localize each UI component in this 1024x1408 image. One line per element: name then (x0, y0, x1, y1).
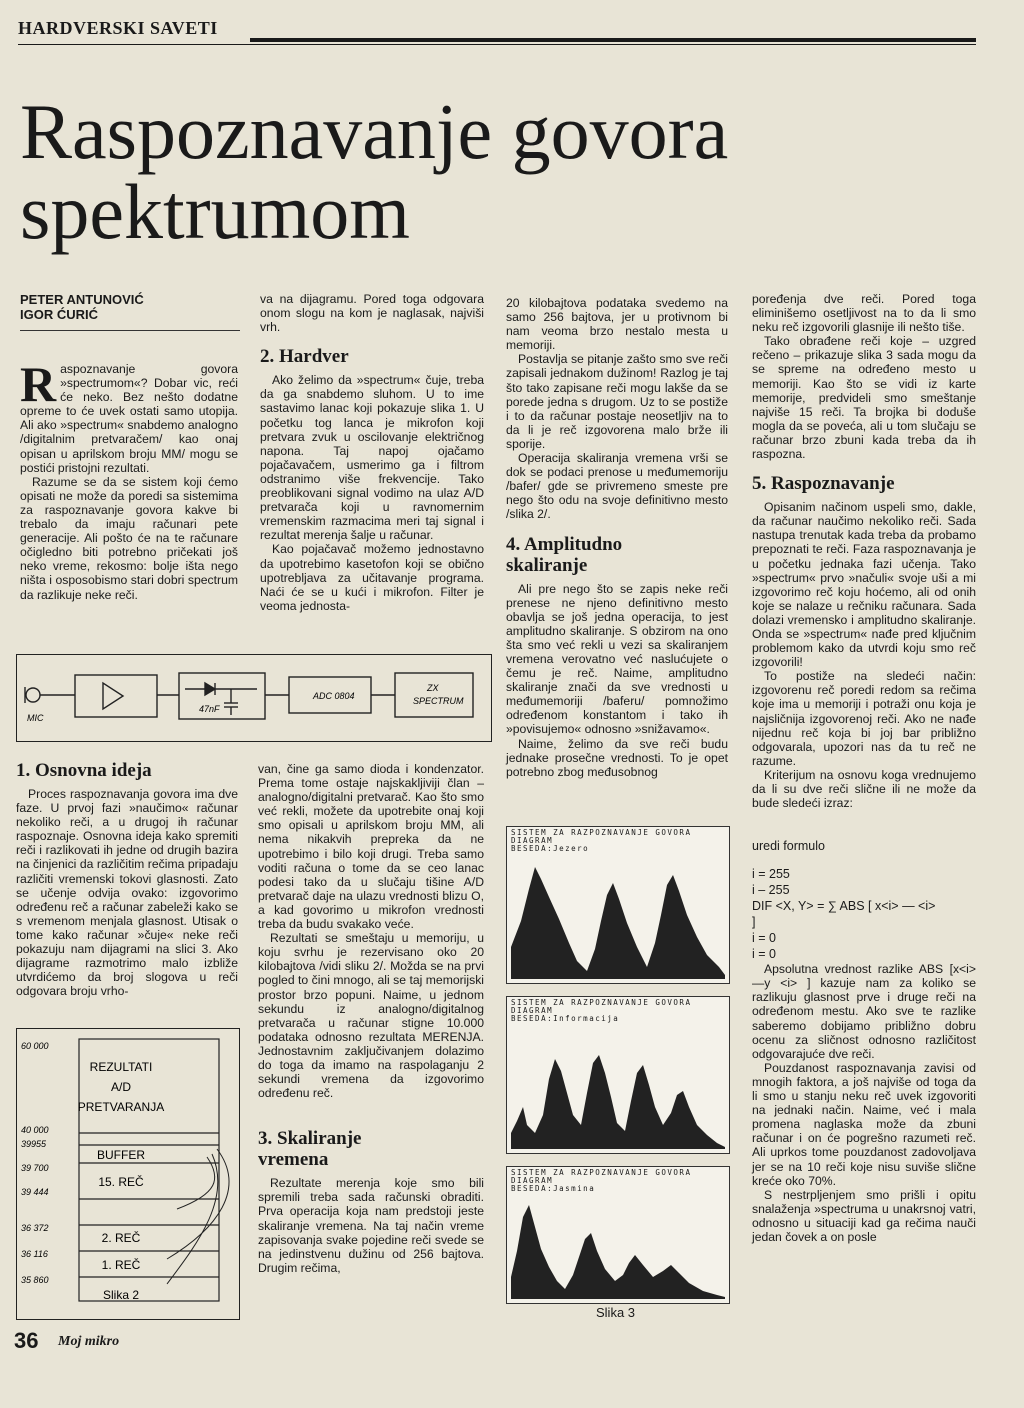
formula-line: i = 0 (752, 947, 776, 962)
heading-skaliranje-vremena-1: 3. Skaliranje (258, 1128, 362, 1150)
figure-1-block-diagram (16, 654, 492, 742)
paragraph: 20 kilobajtova podataka svedemo na samo 256 bajtova, jer u protivnom bi nam veoma brzo nestalo mesta u memoriji. (506, 296, 728, 353)
heading-hardver: 2. Hardver (260, 346, 349, 368)
title-line-1: Raspoznavanje govora (20, 88, 729, 175)
heading-skaliranje: skaliranje (506, 554, 588, 576)
paragraph: Pouzdanost raspoznavanja zavisi od mnogih faktora, a još najviše od toga da li smo u stanju neku reč uvek izgovoriti na jednaki način. Naime, već i mala promena naglaska može da zbuni računar i on će pogrešno razumeti reč. Ali uprkos tome pouzdanost zadovoljava jer se na 10 reči koje nisu suviše slične kreće oko 70%. (752, 1060, 976, 1188)
filter-box (179, 673, 265, 719)
zx-label: ZX (427, 683, 439, 693)
spectrum-box (395, 673, 473, 717)
column-4 (752, 292, 976, 1244)
paragraph: Rezultati se smeštaju u memoriju, u koju svrhu je rezervisano oko 20 kilobajtova /vidi sliku 2/. Možda se na prvi pogled to čini mnogo, ali se taj memorijski prostor brzo popuni. Naime, u jednom sekundu iz analogno/digitalnog pretvarača u računar stigne 10.000 podataka odnosno rezultata MERENJA. Jednostavnim zaključivanjem dolazimo do toga da imamo na raspolaganju 2 sekundi vremena da izgovorimo određenu reč. (258, 931, 484, 1101)
author-2: IGOR ĆURIĆ (20, 307, 98, 322)
authors (20, 292, 144, 322)
address-36372: 36 372 (21, 1223, 49, 1233)
waveform-jasmina (511, 1205, 725, 1299)
formula-line: i – 255 (752, 883, 790, 898)
address-35860: 35 860 (21, 1275, 49, 1285)
header-rule (250, 38, 976, 42)
figure-2-caption: Slika 2 (102, 1288, 140, 1302)
author-rule (20, 330, 240, 331)
drop-cap: R (20, 356, 57, 412)
waveform-informacija (511, 1055, 725, 1149)
capacitor-label: 47nF (199, 704, 220, 714)
waveform-jezero (511, 867, 725, 979)
formula-block (752, 838, 976, 962)
paragraph: To postiže na sledeći način: izgovorenu reč poredi redom sa rečima koje ima u memoriji i potraži onu koja je najsličnija izgovorenoj reči. Ako ne nađe nijednu reč koja bi joj bar približno odgovarala, upozori nas da tu reč ne razume. (752, 669, 976, 768)
figure-3-chart-informacija (506, 996, 730, 1154)
figure-2-memory-map (16, 1028, 240, 1320)
paragraph: van, čine ga samo dioda i kondenzator. Prema tome ostaje najskakljiviji član – analogno/digitalni pretvarač. Kao što smo već rekli, možete da upotrebite onaj koji smo opisali u aprilskom broju MM, ali nema nikakvih prepreka da ne upotrebimo i bilo koji drugi. Treba samo voditi računa o tome da se ceo lanac podesi tako da u slučaju tišine A/D pretvarač daje na ulazu vrednosti blizu O, a kad govorimo u mikrofon vrednosti treba da budu svakako veće. (258, 762, 484, 932)
mic-label: MIC (27, 713, 44, 723)
microphone-symbol (26, 688, 40, 702)
page-number: 36 (14, 1328, 39, 1353)
address-40000: 40 000 (21, 1125, 49, 1135)
paragraph: Kao pojačavač možemo jednostavno da upotrebimo kasetofon koji se obično upotrebljava za učitavanje programa. Naći će se u kući i mikrofon. Filter je veoma jednosta- (260, 542, 484, 613)
chart-title-line-3: BESEDA:Informacija (511, 1014, 620, 1023)
chart-title-line-2: DIAGRAM (511, 1176, 554, 1185)
figure-3-chart-jasmina (506, 1166, 730, 1304)
section-tag: HARDVERSKI SAVETI (18, 18, 218, 38)
chart-title-line-2: DIAGRAM (511, 836, 554, 845)
results-label-2: A/D (110, 1080, 132, 1094)
paragraph: Ali pre nego što se zapis neke reči prenese ne njeno definitivno mesto obavlja se još jedna operacija, to jest amplitudno skaliranje. S obzirom na ono šta smo već rekli u vezi sa skaliranjem vremena verovatno već naslućujete o čemu je reč. Naime, amplitudno skaliranje znači da sve vrednosti u međumemoriji /baferu/ pomnožimo određenom konstantom i tako ih »povisujemo« odnosno »snižavamo«. (506, 581, 728, 737)
memory-outer-box (79, 1039, 219, 1301)
amplifier-box (75, 675, 157, 717)
paragraph: Ako želimo da »spectrum« čuje, treba da ga snabdemo sluhom. U to ime sastavimo lanac koji pokazuje slika 1. U početku tog lanca je mikrofon koji pretvara zvuk u oscilovanje električnog napona. Taj napoj ojačamo pojačavačem, usmerimo ga i filtrom odstranimo više frekvencije. Tako preoblikovani signal vodimo na ulaz A/D pretvarača koji u ravnomernim vremenskim razmacima meri taj signal i rezultat merenja šalje u računar. (260, 373, 484, 543)
paragraph: Rezultate merenja koje smo bili spremili treba sada računski obraditi. Prva operacija koja nam predstoji jeste skaliranje vremena. Na taj način vreme zapisovanja svake pojedine reči svede se na jedinstvenu dužinu od 256 bajtova. Drugim rečima, (258, 1176, 484, 1275)
address-39700: 39 700 (21, 1163, 49, 1173)
figure-1-svg (17, 655, 491, 741)
author-1: PETER ANTUNOVIĆ (20, 292, 144, 307)
diode-symbol (205, 683, 215, 695)
heading-raspoznavanje: 5. Raspoznavanje (752, 473, 895, 495)
paragraph: Operacija skaliranja vremena vrši se dok se podaci prenose u međumemoriju /bafer/ gde se privremeno smeste pre nego što odu na svoje definitivno mesto /slika 2/. (506, 451, 728, 522)
formula-line: DIF <X, Y> = ∑ ABS [ x<i> — <i> (752, 899, 936, 914)
paragraph: Proces raspoznavanja govora ima dve faze. U prvoj fazi »naučimo« računar nekoliko reči, a u drugoj ih računar raspoznaje. Osnovna ideja kako spremiti reči i razlikovati ih jedne od drugih bazira na činjenici da različitim rečima pripadaju različiti vremenski tokovi glasnosti. Zato se učenje odvija ovako: izgovorimo određenu reč a računar zabeleži kako se s vremenom menjala glasnost. Utisak o tome kako računar »čuje« neke reči pokazuju nam dijagrami na slici 3. Ako dijagrame razmotrimo malo izbliže utvrdićemo da broj slogova u reči odgovara broju vrho- (16, 787, 238, 999)
chart-title-line-2: DIAGRAM (511, 1006, 554, 1015)
address-60000: 60 000 (21, 1041, 49, 1051)
chart-title-line-3: BESEDA:Jasmina (511, 1184, 596, 1193)
figure-2-svg (17, 1029, 239, 1319)
column-2-lower (258, 762, 484, 1275)
article-title (20, 88, 920, 255)
formula-line: i = 0 (752, 931, 776, 946)
chart-title-line-1: SISTEM ZA RAZPOZNAVANJE GOVORA (511, 828, 692, 837)
magazine-name: Moj mikro (58, 1334, 120, 1349)
spectrum-label: SPECTRUM (413, 696, 464, 706)
paragraph: va na dijagramu. Pored toga odgovara onom slogu na kom je naglasak, najviši vrh. (260, 292, 484, 335)
paragraph: Kriterijum na osnovu koga vrednujemo da li su dve reči slične ili ne može da bude sledeći izraz: (752, 767, 976, 811)
column-3 (506, 296, 728, 779)
formula-caption: uredi formulo (752, 839, 825, 854)
figure-3-caption: Slika 3 (596, 1305, 636, 1320)
word-15-label: 15. REČ (98, 1175, 144, 1189)
column-1-lower (16, 760, 238, 998)
intro-paragraph: Raspoznavanje govora »spectrumom«? Dobar vic, reći će neko. Bez nešto dodatne opreme to će uvek ostati samo utopija. Ali ako »spectrum« snabdemo analogno /digitalnim pretvaračem/ kao onaj opisan u aprilskom broju MM/ mogu se postići pristojni rezultati. (20, 356, 238, 475)
paragraph: S nestrpljenjem smo prišli i opitu snalaženja »spectruma u unakrsnoj vatri, odnosno u situaciji kad ga rečima nauči jedan čovek a on posle (752, 1187, 976, 1244)
title-line-2: spektrumom (20, 168, 410, 255)
header-rule-thin (18, 44, 976, 45)
formula-line: ] (752, 915, 756, 930)
column-1-intro (20, 356, 238, 602)
adc-label: ADC 0804 (313, 691, 355, 701)
heading-osnovna-ideja: 1. Osnovna ideja (16, 760, 152, 781)
chart-title-line-1: SISTEM ZA RAZPOZNAVANJE GOVORA (511, 998, 692, 1007)
address-39955: 39955 (21, 1139, 47, 1149)
chart-title-line-1: SISTEM ZA RAZPOZNAVANJE GOVORA (511, 1168, 692, 1177)
formula-line: i = 255 (752, 867, 790, 882)
buffer-label: BUFFER (97, 1148, 145, 1162)
address-36116: 36 116 (21, 1249, 48, 1259)
paragraph: Postavlja se pitanje zašto smo sve reči zapisali jednakom dužinom! Razlog je taj što tako zapisane reči mogu lakše da se porede jedna s drugom. Uz to se postiže i to da računar postaje neosetljiv na to da li je reč izgovorena malo brže ili sporije. (506, 352, 728, 451)
chart-title-line-3: BESEDA:Jezero (511, 844, 590, 853)
heading-amplitudno: 4. Amplitudno (506, 533, 623, 555)
amplifier-triangle (103, 683, 123, 709)
address-39444: 39 444 (21, 1187, 49, 1197)
paragraph: Razume se da se sistem koji ćemo opisati ne može da poredi sa sistemima za raspoznavanje govora kakve bi trebalo da imaju računari pete generacije. Ali pošto će na te računare očigledno biti potrebno pričekati još neko vreme, rekosmo: bolje išta nego ništa i osposobismo stari dobri spectrum da razlikuje neke reči. (20, 474, 238, 602)
heading-skaliranje-vremena-2: vremena (258, 1149, 329, 1171)
word-1-label: 1. REČ (101, 1258, 141, 1272)
word-2-label: 2. REČ (101, 1231, 141, 1245)
figure-3-chart-jezero (506, 826, 730, 984)
paragraph: Naime, želimo da sve reči budu jednake prosečne vrednosti. To je opet potrebno zbog međusobnog (506, 736, 728, 779)
paragraph: Tako obrađene reči koje – uzgred rečeno – prikazuje slika 3 sada mogu da se spreme na određeno mesto u memoriji. Kao što se vidi iz karte memorije, predvideli smo smeštanje najviše 15 reči. Ta brojka bi doduše mogla da se poveća, ali u tom slučaju se računar brzo zbuni kada treba da ih raspozna. (752, 334, 976, 462)
paragraph: poređenja dve reči. Pored toga eliminišemo osetljivost na to da li smo neku reč izgovorili glasnije ili nešto tiše. (752, 292, 976, 335)
paragraph: Apsolutna vrednost razlike ABS [x<i> —y <i> ] kazuje nam za koliko se razlikuju glasnost prve i druge reči na određenom mestu. Ako sve te razlike saberemo dobijamo približno dobru ocenu za sličnost odnosno različitost odgovarajuće dve reči. (752, 962, 976, 1061)
column-2-top (260, 292, 484, 613)
results-label-3: PRETVARANJA (77, 1100, 165, 1114)
paragraph: Opisanim načinom uspeli smo, dakle, da računar naučimo nekoliko reči. Sada nastupa trenutak kada treba da probamo prepoznati te reči. Faza raspoznavanja je u početku jednaka fazi učenja. Tako »spectrum« prvo »načuli« svoje uši a mi izgovorimo reč koju hoćemo, ali od onih koje se nalaze u rečniku računara. Sada dolazi vremensko i amplitudno skaliranje. Onda se »spectrum« nađe pred ključnim problemom kako da utvrdi koju smo reč izgovorili! (752, 500, 976, 670)
results-label-1: REZULTATI (89, 1060, 153, 1074)
